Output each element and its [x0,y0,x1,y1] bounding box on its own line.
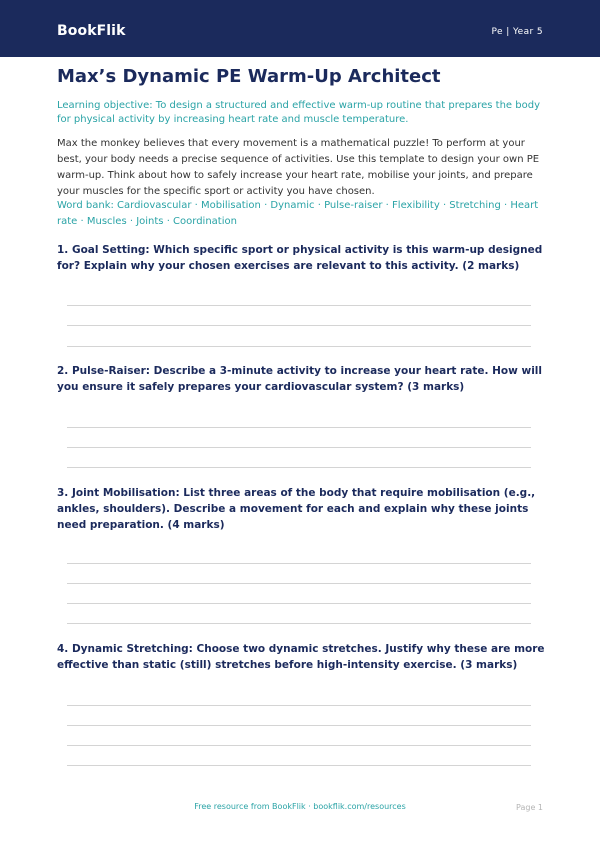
question-3: 3. Joint Mobilisation: List three areas of the body that require mobilisation (e.g., ankles, shoulders). Describe a movement for each and explain why these joints need preparation. (4 marks) [57,487,536,531]
answer-line[interactable] [67,725,531,726]
answer-line[interactable] [67,603,531,604]
answer-line[interactable] [67,745,531,746]
word-bank: Word bank: Cardiovascular · Mobilisation · Dynamic · Pulse-raiser · Flexibility · Stretching · Heart rate · Muscles · Joints · Coordination [57,200,539,227]
answer-line[interactable] [67,325,531,326]
page-title: Max’s Dynamic PE Warm-Up Architect [57,66,441,87]
question-4: 4. Dynamic Stretching: Choose two dynamic stretches. Justify why these are more effective than static (still) stretches before high-intensity exercise. (3 marks) [57,643,545,671]
answer-line[interactable] [67,346,531,347]
page-number: Page 1 [516,803,543,812]
question-2: 2. Pulse-Raiser: Describe a 3-minute activity to increase your heart rate. How will you ensure it safely prepares your cardiovascular system? (3 marks) [57,365,542,393]
brand-logo[interactable]: BookFlik [57,23,126,39]
footer-resource-link[interactable]: Free resource from BookFlik · bookflik.com/resources [194,802,406,811]
answer-line[interactable] [67,427,531,428]
answer-line[interactable] [67,563,531,564]
intro-paragraph: Max the monkey believes that every movement is a mathematical puzzle! To perform at your best, your body needs a precise sequence of activities. Use this template to design your own PE warm-up. Think about how to safely increase your heart rate, mobilise your joints, and prepare your muscles for the specific sport or activity you have chosen. [57,138,540,197]
page-header [0,0,600,57]
answer-line[interactable] [67,305,531,306]
answer-line[interactable] [67,447,531,448]
question-1: 1. Goal Setting: Which specific sport or physical activity is this warm-up designed for? Explain why your chosen exercises are relevant to this activity. (2 marks) [57,244,543,272]
answer-line[interactable] [67,765,531,766]
answer-line[interactable] [67,623,531,624]
subject-year-label: Pe | Year 5 [491,27,543,37]
answer-line[interactable] [67,705,531,706]
learning-objective: Learning objective: To design a structured and effective warm-up routine that prepares the body for physical activity by increasing heart rate and muscle temperature. [57,100,540,125]
answer-line[interactable] [67,583,531,584]
answer-line[interactable] [67,467,531,468]
